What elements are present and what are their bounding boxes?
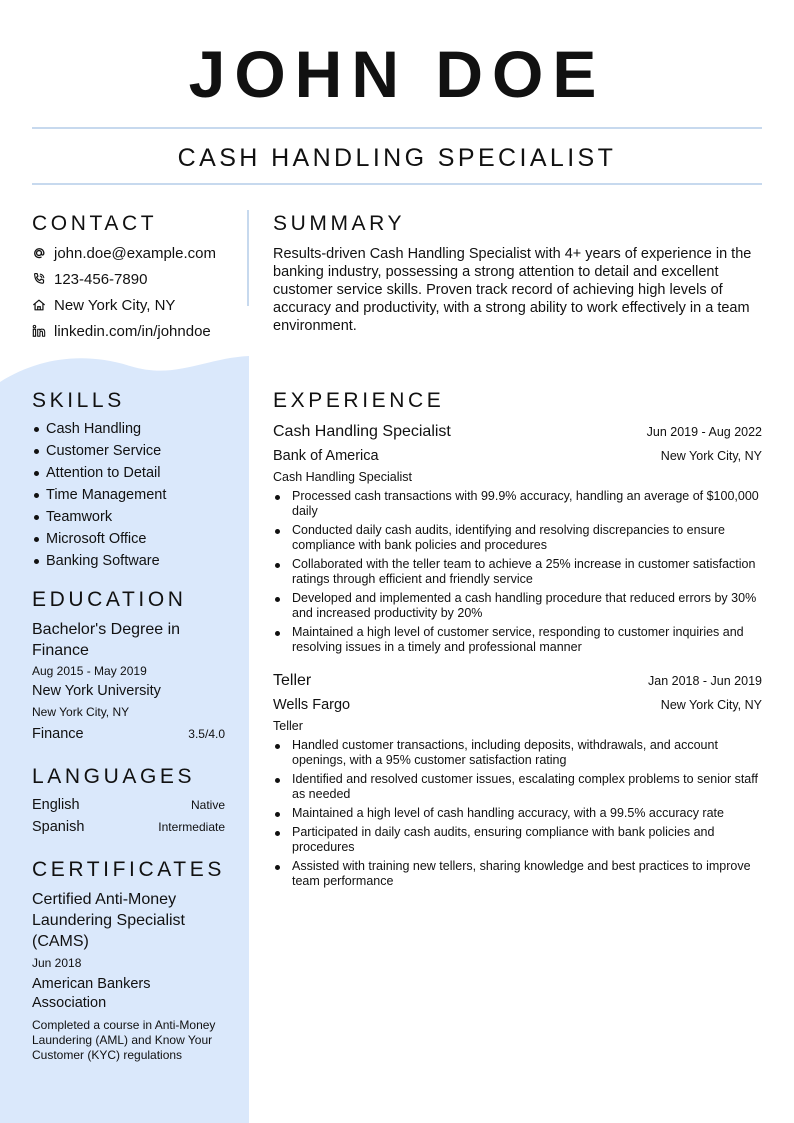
header-divider-top: [32, 127, 762, 129]
job-location: New York City, NY: [660, 449, 762, 463]
education-school: New York University: [32, 683, 161, 699]
languages-section: [32, 764, 225, 839]
job-company: Bank of America: [273, 448, 379, 464]
job-title: Teller: [273, 672, 312, 689]
home-icon: [32, 298, 54, 312]
linkedin-icon: [32, 324, 54, 338]
job-bullet: Assisted with training new tellers, sharing knowledge and best practices to improve team performance: [273, 859, 762, 889]
job-subtitle: Cash Handling Specialist: [273, 470, 412, 484]
job-bullet: Participated in daily cash audits, ensuring compliance with bank policies and procedures: [273, 825, 762, 855]
summary-section: [273, 211, 762, 335]
certificate-name: Certified Anti-Money Laundering Specialist (CAMS): [32, 891, 185, 950]
language-level: Native: [190, 798, 225, 812]
certificate-issuer: American Bankers Association: [32, 976, 151, 1011]
language-name: Spanish: [32, 819, 85, 835]
job-company-row: [273, 693, 762, 717]
job-subtitle: Teller: [273, 719, 303, 733]
education-dates: Aug 2015 - May 2019: [32, 664, 147, 678]
job-bullet: Identified and resolved customer issues, escalating complex problems to senior staff as needed: [273, 772, 762, 802]
job-bullet: Handled customer transactions, including deposits, withdrawals, and account openings, with a 95% customer satisfaction rating: [273, 738, 762, 768]
summary-heading: SUMMARY: [273, 212, 406, 235]
job-bullet: Developed and implemented a cash handling procedure that reduced errors by 30% and increased productivity by 20%: [273, 591, 762, 621]
experience-heading: EXPERIENCE: [273, 389, 445, 412]
certificates-heading: CERTIFICATES: [32, 858, 225, 881]
job-role-title: CASH HANDLING SPECIALIST: [177, 144, 617, 172]
job-dates: Jan 2018 - Jun 2019: [648, 674, 762, 688]
column-divider: [247, 210, 249, 306]
experience-entry: [273, 669, 762, 889]
contact-linkedin[interactable]: [32, 318, 225, 344]
job-bullet: Processed cash transactions with 99.9% accuracy, handling an average of $100,000 daily: [273, 489, 762, 519]
skill-item: Time Management: [32, 484, 225, 506]
contact-location: [32, 292, 225, 318]
certificates-section: [32, 857, 225, 1063]
job-company-row: [273, 444, 762, 468]
contact-linkedin-text: linkedin.com/in/johndoe: [54, 322, 211, 340]
contact-phone-text: 123-456-7890: [54, 270, 148, 288]
skills-section: [32, 388, 225, 572]
certificate-date: Jun 2018: [32, 956, 82, 970]
contact-phone[interactable]: [32, 266, 225, 292]
header-divider-bottom: [32, 183, 762, 185]
at-icon: [32, 246, 54, 260]
experience-section: [273, 388, 762, 893]
job-header: [273, 669, 762, 693]
skills-heading: SKILLS: [32, 389, 125, 412]
job-dates: Jun 2019 - Aug 2022: [646, 425, 762, 439]
language-level: Intermediate: [158, 820, 225, 834]
experience-entry: [273, 420, 762, 655]
contact-location-text: New York City, NY: [54, 296, 176, 314]
job-header: [273, 420, 762, 444]
contact-email[interactable]: [32, 240, 225, 266]
job-title: Cash Handling Specialist: [273, 423, 451, 440]
job-company: Wells Fargo: [273, 697, 351, 713]
contact-heading: CONTACT: [32, 212, 158, 235]
summary-text: Results-driven Cash Handling Specialist with 4+ years of experience in the banking industry, possessing a strong attention to detail and excellent customer service skills. Proven track record of achieving high levels of accuracy and productivity, with a strong ability to work effectively in a team environment.: [273, 246, 752, 334]
skill-item: Microsoft Office: [32, 528, 225, 550]
job-bullet: Maintained a high level of customer service, responding to customer inquiries and resolving issues in a timely and professional manner: [273, 625, 762, 655]
candidate-name: JOHN DOE: [188, 37, 606, 111]
contact-section: [32, 211, 225, 344]
contact-email-text: john.doe@example.com: [54, 244, 216, 262]
skill-item: Cash Handling: [32, 418, 225, 440]
phone-icon: [32, 272, 54, 286]
skill-item: Teamwork: [32, 506, 225, 528]
job-bullet: Maintained a high level of cash handling accuracy, with a 99.5% accuracy rate: [273, 806, 762, 821]
education-gpa: 3.5/4.0: [188, 727, 225, 741]
skill-item: Attention to Detail: [32, 462, 225, 484]
education-location: New York City, NY: [32, 705, 130, 719]
job-bullet: Collaborated with the teller team to achieve a 25% increase in customer satisfaction ratings through efficient and friendly service: [273, 557, 762, 587]
job-location: New York City, NY: [660, 698, 762, 712]
education-degree: Bachelor's Degree in Finance: [32, 621, 181, 659]
certificate-description: Completed a course in Anti-Money Laundering (AML) and Know Your Customer (KYC) regulations: [32, 1018, 216, 1062]
language-row: [32, 795, 225, 817]
language-name: English: [32, 797, 80, 813]
language-row: [32, 817, 225, 839]
education-field-row: [32, 724, 225, 745]
job-bullet: Conducted daily cash audits, identifying and resolving discrepancies to ensure compliance with bank policies and procedures: [273, 523, 762, 553]
education-section: [32, 587, 225, 745]
education-field: Finance: [32, 726, 84, 742]
education-heading: EDUCATION: [32, 588, 187, 611]
languages-heading: LANGUAGES: [32, 765, 196, 788]
skill-item: Customer Service: [32, 440, 225, 462]
skill-item: Banking Software: [32, 550, 225, 572]
